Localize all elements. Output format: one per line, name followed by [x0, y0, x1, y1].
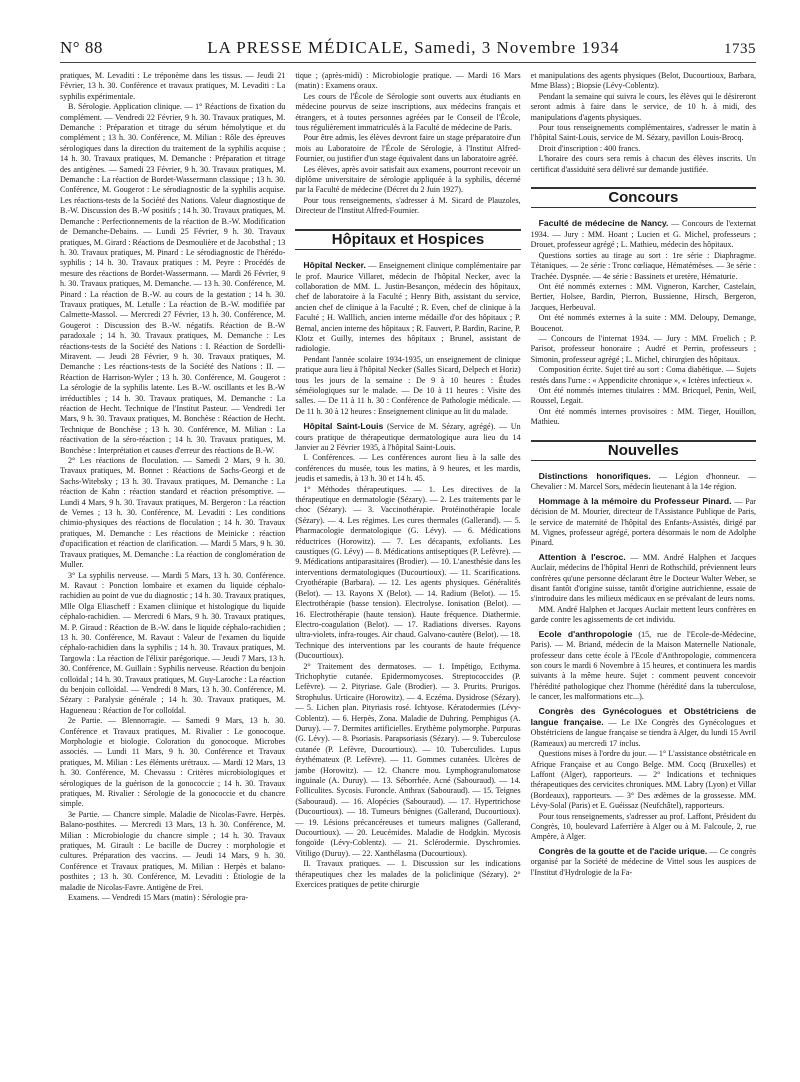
- paragraph: — Concours de l'internat 1934. — Jury : MM. Froelich ; P. Parisot, professeur honoraire ; Audré et Perrin, professeurs ; Simonin, professeur agrégé ; L. Michel, chirurgien des hôpitaux.: [530, 333, 756, 364]
- paragraph: — Par décision de M. Mourier, directeur de l'Assistance Publique de Paris, le service de maternité de l'hôpital des Enfants-Assistés, dirigé par M. Vignes, professeur agrégé, portera désormais le nom de Adolphe Pinard.: [530, 496, 756, 548]
- subheading-distinctions: Distinctions honorifiques.: [538, 471, 651, 481]
- paragraph: Pour tous renseignements, s'adresser à M. Sicard de Plauzoles, Directeur de l'Institut Alfred-Fournier.: [295, 195, 521, 216]
- paragraph: 2° Traitement des dermatoses. — 1. Impétigo, Ecthyma. Trichophytie cutanée. Epidermomycoses. Streptococcides (P. Lefèvre). — 2. Pityriase. Gale (Brodier). — 3. Prurits. Prurigos. Strophulus. Urticaire (Horowitz). — 4. Eczéma. Dysidrose (Sézary). — 5. Lichen plan. Pityriasis rosé. Ichtyose. Kératodermies (Lévy-Coblentz). — 6. Herpès, Zona. Maladie de Duhring. Pemphigus (A. Duruy). — 7. Dermites artificielles. Erythème polymorphe. Purpuras (G. Lévy). — 8. Psoriasis. Parapsoriasis (Sézary). — 9. Tuberculose cutanée (P. Lefèvre, Ducourtioux). — 10. Tuberculides. Lupus érythémateux (P. Lefèvre). — 11. Gommes cutanées. Ulcères de jambe (Horowitz). — 12. Chancre mou. Lymphogranulomatose inguinale (A. Duruy). — 13. Séborrhée. Acné (Sabouraud). — 14. Folliculites. Sycosis. Furoncle. Anthrax (Sabouraud). — 15. Teignes (Sabouraud). — 16. Alopécies (Sabouraud). — 17. Hypertrichose (Ducourtioux). — 18. Tumeurs bénignes (Gallerand, Ducourtioux). — 19. Lésions précancéreuses et tumeurs malignes (Gallerand, Ducourtioux). — 20. Leucémides. Maladie de Hodgkin. Mycosis fongoïde (Lévy-Coblentz). — 21. Sclérodermie. Dyschromies. Vitiligo (Duruy). — 22. Xanthélasma (Ducourtioux).: [295, 661, 521, 858]
- paragraph: Ont été nommés externes : MM. Vigneron, Karcher, Castelain, Bertier, Holsee, Bardin, Pierron, Bussienne, Hirsch, Bergeron, Jacques, Herbeuval.: [530, 281, 756, 312]
- paragraph: tique ; (après-midi) : Microbiologie pratique. — Mardi 16 Mars (matin) : Examens oraux.: [295, 71, 521, 91]
- paragraph: Pendant l'année scolaire 1934-1935, un enseignement de clinique pratique aura lieu à l'hôpital Necker (Salles Sicard, Delpech et Horiz) tous les jours de la semaine : De 9 à 10 heures : Études séméiologiques sur le malade. — De 10 à 11 heures : Visite des salles. — De 11 à 11 h. 30 : Conférence de Pathologie médicale. — De 11 h. 30 à 12 heures : Enseignement clinique au lit du malade.: [295, 354, 521, 416]
- paragraph: Pour être admis, les élèves devront faire un stage préparatoire d'un mois au Laboratoire de l'École de Sérologie, à l'Institut Alfred-Fournier, ou justifier d'un stage équivalent dans un laboratoire agréé.: [295, 133, 521, 164]
- column-3: [531, 71, 756, 904]
- paragraph: Questions mises à l'ordre du jour. — 1° L'assistance obstétricale en Afrique Française et au Congo Belge. MM. Cocq (Bruxelles) et Laffont (Alger), rapporteurs. — 2° Indications et techniques thérapeutiques des cervicites chroniques. MM. Labry (Lyon) et Villar (Bordeaux), rapporteurs. — 3° Des ædèmes de la grossesse. MM. Lévy-Solal (Paris) et E. Guéissaz (Neufchâtel), rapporteurs.: [530, 749, 756, 811]
- paragraph: II. Travaux pratiques. — 1. Discussion sur les indications thérapeutiques chez les malades de la policlinique (Sézary). 2° Exercices pratiques de petite chirurgie: [295, 859, 521, 890]
- issue-date: Samedi, 3 Novembre 1934: [414, 38, 620, 57]
- paragraph: 3e Partie. — Chancre simple. Maladie de Nicolas-Favre. Herpès. Balano-posthites. — Mercredi 13 Mars, 13 h. 30. Conférence, M. Milian : Microbiologie du chancre simple ; 14 h. 30. Travaux pratiques, M. Girault : Le bacille de Ducrey : morphologie et cultures. Préparation des vaccins. — Jeudi 14 Mars, 9 h. 30. Conférence et Travaux pratiques, M. Milian : Herpès et balano-posthites ; 13 h. 30. Conférence, M. Levaditi : Étiologie de la maladie de Nicolas-Favre. Antigène de Frei.: [60, 809, 286, 892]
- paragraph: Droit d'inscription : 400 francs.: [538, 143, 641, 153]
- paragraph: Les élèves, après avoir satisfait aux examens, pourront recevoir un diplôme universitaire de sérologie appliquée à la syphilis, décerné par la Faculté de médecine (Décret du 2 Juin 1927).: [295, 164, 521, 195]
- paragraph: — Concours de l'externat 1934. — Jury : MM. Hoant ; Lucien et G. Michel, professeurs ; Drouet, professeur agrégé ; L. Mathieu, médecin des hôpitaux.: [530, 219, 756, 250]
- subheading-necker: Hôpital Necker.: [303, 260, 366, 271]
- paragraph: Ont été nommés internes provisoires : MM. Tieger, Houillon, Mathieu.: [530, 406, 756, 427]
- paragraph: 2° Les réactions de floculation. — Samedi 2 Mars, 9 h. 30. Travaux pratiques, M. Bonnet : Réactions de Sachs-Georgi et de Sachs-Witebsky ; 13 h. 30. Travaux pratiques, M. Demanche : La réaction de Kahn : réaction standard et réaction présomptive. — Lundi 4 Mars, 9 h. 30. Travaux pratiques, M. Bergeron : La réaction de Vernes ; 13 h. 30. Conférence, M. Levaditi : Les conditions chimio-physiques des réactions de floculation ; 14 h. 30. Travaux pratiques, M. Demanche : Les réactions de Meinicke : réaction d'opacification et réaction de clarification. — Mardi 5 Mars, 9 h. 30. Travaux pratiques, M. Demanche : La réaction de conglomération de Muller.: [60, 456, 286, 570]
- paragraph: (15, rue de l'Ecole-de-Médecine, Paris). — M. Briand, médecin de la Maison Maternelle Nationale, professeur dans cette école à l'Ecole d'Anthropologie, commencera son cours le mardi 6 Novembre à 15 heures, et continuera les mardis suivants à la même heure. Sujet : comment peuvent concevoir l'hérédité pathologique chez l'homme (hérédité dans la tuberculose, le cancer, les malformations etc...).: [530, 629, 756, 702]
- subheading-saint-louis: Hôpital Saint-Louis: [303, 421, 384, 432]
- section-title-nouvelles: Nouvelles: [531, 440, 756, 461]
- subheading-congres-gynecologues: Congrès des Gynécologues et Obstétriciens de langue française.: [530, 705, 756, 727]
- paragraph: — MM. André Halphen et Jacques Auclair, médecins de l'hôpital Henri de Rothschild, préviennent leurs confrères qu'une personne déclarant être le Docteur Walter Weber, se disant fantôt d'origine suisse, tantôt d'origine autrichienne, essaie de s'introduire dans les milieux médicaux en se prévalant de leurs noms.: [530, 552, 756, 604]
- paragraph: B. Sérologie. Application clinique. — 1° Réactions de fixation du complément. — Vendredi 22 Février, 9 h. 30. Travaux pratiques, M. Demanche : Préparation et titrage du sérum hémolytique et du complément ; 13 h. 30. Conférence, M. Milian : Rôle des épreuves sérologiques dans la direction du traitement de la syphilis acquise ; 14 h. 30. Travaux pratiques, M. Demanche : Préparation et titrage des antigènes. — Samedi 23 Février, 9 h. 30. Travaux pratiques, M. Demanche : La réaction de Bordet-Wassermann classique ; 13 h. 30. Conférence, M. Gougerot : Le sérodiagnostic de la syphilis acquise. Les réactions-tests de la Société des Nations. Valeur diagnostique de B.-W. Discussion des B.-W positifs ; 14 h. 30. Travaux pratiques, M. Demanche : Perfectionnements de la réaction de B.-W. Modification de Demanche-Debains. — Lundi 25 Février, 9 h. 30. Travaux pratiques, M. Girard : Réactions de Desmoulière et de Jacobsthal ; 13 h. 30. Travaux pratiques, M. Pinard : Le sérodiagnostic de l'hérédo-syphilis ; 14 h. 30. Travaux pratiques : M. Peyre : Procédés de mesure des réactions de Bordet-Wassermann. — Mardi 26 Février, 9 h. 30. Travaux pratiques, M. Demanche. — 13 h. 30. Conférence, M. Pinard : La réaction de B.-W. au cours de la gestation ; 14 h. 30. Travaux pratiques, M. Letulle : La réaction de B.-W. modifiée par Calmette-Massol. — Mercredi 27 Février, 13 h. 30. Conférence, M. Gougerot : Discussion des B.-W. négatifs. Réaction de B.-W paradoxale ; 14 h. 30. Travaux pratiques, M. Demanche : Les réactions-tests de la Société des Nations : I. Réaction de Sordelli-Miravent. — Jeudi 28 Février, 9 h. 30. Travaux pratiques, M. Demanche : Les réactions-tests de la Société des Nations : II. — Réaction de Harrison-Wyler ; 13 h. 30. Conférence, M. Gougerot : La sérologie de la syphilis latente. Les B.-W. oscillants et les B.-W irréductibles ; 14 h. 30. Travaux pratiques, M. Demanche : La réaction de Hecht. Technique de l'Institut Pasteur. — Vendredi 1er Mars, 9 h. 30. Travaux pratiques, M. Bonchèse : Réaction de Hecht. Technique de Bonchèse ; 13 h. 30. Conférence, M. Milian : La réactivation de la séro-réaction ; 14 h. 30. Travaux pratiques, M. Bonchèse : Interprétation et causes d'erreur des réactions de B.-W.: [60, 102, 286, 455]
- paragraph: Questions sorties au tirage au sort : 1re série : Diaphragme. Tétaniques. — 2e série : Tronc cœliaque, Hématémèses. — 3e série : Trachée. Dyspnée. — 4e série : Bassinets et uretère, Hématurie.: [530, 250, 756, 281]
- column-2: [295, 71, 520, 904]
- subheading-hommage-pinard: Hommage à la mémoire du Professeur Pinard.: [538, 495, 732, 506]
- columns: [60, 71, 756, 904]
- paragraph: et manipulations des agents physiques (Belot, Ducourtioux, Barbara, Mme Blass) ; Biopsie (Lévy-Coblentz).: [530, 71, 756, 91]
- paragraph: Pour tous renseignements, s'adresser au prof. Laffont, Président du Congrès, 10, boulevard Laferrière à Alger ou à M. Falcoule, 2, rue Ampère, à Alger.: [530, 811, 756, 842]
- page-number: 1735: [723, 41, 756, 57]
- paragraph: — Légion d'honneur. — Chevalier : M. Marcel Sors, médecin lieutenant à la 14e région.: [530, 472, 756, 492]
- paragraph: Pour tous renseignements complémentaires, s'adresser le matin à l'hôpital Saint-Louis, service de M. Sézary, pavillon Louis-Brocq.: [530, 123, 756, 143]
- paragraph: Les cours de l'École de Sérologie sont ouverts aux étudiants en médecine pourvus de seize inscriptions, aux médecins français et étrangers, et à toutes personnes agréées par le Conseil de l'École, tous régulièrement immatriculés à la Faculté de médecine de Paris.: [295, 91, 521, 133]
- issue-number: N° 88: [60, 38, 103, 57]
- paragraph: pratiques, M. Levaditi : Le tréponème dans les tissus. — Jeudi 21 Février, 13 h. 30. Conférence et travaux pratiques, M. Levaditi : La syphilis expérimentale.: [60, 71, 286, 101]
- section-title-concours: Concours: [531, 187, 756, 208]
- paragraph: MM. André Halphen et Jacques Auclair mettent leurs confrères en garde contre les agissements de cet individu.: [530, 604, 756, 625]
- page-header: N° 88 LA PRESSE MÉDICALE, Samedi, 3 Novembre 1934 1735: [60, 38, 756, 63]
- paragraph: — Ce congrès organisé par la Société de médecine de Vittel sous les auspices de l'Institut d'Hydrologie de la Fa-: [530, 846, 756, 877]
- paragraph: — Le IXe Congrès des Gynécologues et Obstétriciens de langue française se tiendra à Alger, du lundi 15 Avril (Rameaux) au mercredi 17 inclus.: [530, 717, 756, 748]
- paragraph: Composition écrite. Sujet tiré au sort : Coma diabétique. — Sujets restés dans l'urne : « Appendicite chronique », « Ictères infectieux ».: [530, 365, 756, 385]
- paragraph: 1° Méthodes thérapeutiques. — 1. Les directives de la thérapeutique en dermatologie (Sézary). — 2. Les traitements par le choc (Sézary). — 3. Vaccinothérapie. Protéinothérapie locale (Sézary). — 4. Les régimes. Les cures thermales (Gallerand). — 5. Pharmacologie dermatologique (G. Lévy). — 6. Médications réductrices (Horowitz). — 7. Les décapants, exfoliants. Les caustiques (G. Lévy) — 8. Médications antiseptiques (P. Lefèvre). — 9. Médications antiparasitaires (Brodier). — 10. L'anesthésie dans les interventions dermatologiques (Ducourtioux). — 11. Scarifications. Cryothérapie (Barbara). — 12. Les agents physiques. Généralités (Belot). — 13. Rayons X (Belot). — 14. Radium (Belot). — 15. Electrothérapie (basse tension). Electrolyse. Ionisation (Belot). — 16. Electrothérapie (haute tension). Haute fréquence. Diathermie. Electro-coagulation (Belot). — 17. Radiations diverses. Rayons ultra-violets, infra-rouges. Air chaud. Galvano-cautère (Belot). — 18. Technique des interventions par les courants de haute fréquence (Ducourtioux).: [295, 484, 521, 661]
- paragraph: 2e Partie. — Blennorragie. — Samedi 9 Mars, 13 h. 30. Conférence et Travaux pratiques, M. Rivalier : Le gonocoque. Morphologie et biologie. Coloration du gonocoque. Microbes associés. — Lundi 11 Mars, 9 h. 30. Conférence et Travaux pratiques, M. Milian : Les éléments urétraux. — Mardi 12 Mars, 13 h. 30. Conférence, M. Chevassu : Critères microbiologiques et sérologiques de la guérison de la gonococcie ; 14 h. 30. Travaux pratiques, M. Rivalier : Sérologie de la gonococcie et du chancre simple.: [60, 716, 286, 809]
- paragraph: Examens. — Vendredi 15 Mars (matin) : Sérologie pra-: [68, 893, 248, 903]
- journal-title: LA PRESSE MÉDICALE: [207, 38, 404, 57]
- paragraph: — Enseignement clinique complémentaire par le prof. Maurice Villaret, médecin de l'hôpital Necker, avec la collaboration de MM. L. Justin-Besançon, médecin des hôpitaux, chef de laboratoire à la Faculté ; Henry Bith, assistant du service, ancien chef de clinique à la Faculté ; R. Even, chef de clinique à la Faculté ; H. Walllich, ancien interne médaille d'or des hôpitaux ; P. Bernal, ancien interne des hôpitaux ; R. Fauvert, P. Bardin, Racine, P. Klotz et Guilly, internes des hôpitaux ; Brunel, assistant de radiologie.: [295, 261, 521, 354]
- paragraph: (Service de M. Sézary, agrégé). — Un cours pratique de thérapeutique dermatologique aura lieu du 14 Janvier au 2 Février 1935, à l'hôpital Saint-Louis.: [295, 422, 521, 452]
- subheading-congres-goutte: Congrès de la goutte et de l'acide urique.: [538, 845, 708, 856]
- subheading-nancy: Faculté de médecine de Nancy.: [538, 218, 669, 229]
- column-1: [60, 71, 285, 904]
- paragraph: Ont été nommés externes à la suite : MM. Deloupy, Demange, Boucenot.: [530, 313, 756, 333]
- paragraph: L'horaire des cours sera remis à chacun des élèves inscrits. Un certificat d'assiduité sera délivré sur demande justifiée.: [530, 154, 756, 174]
- subheading-escroc: Attention à l'escroc.: [538, 551, 626, 562]
- section-title-hopitaux: Hôpitaux et Hospices: [295, 229, 520, 250]
- paragraph: Ont été nommés internes titulaires : MM. Bricquel, Penin, Weil, Roussel, Legait.: [530, 385, 756, 406]
- paragraph: Pendant la semaine qui suivra le cours, les élèves qui le désireront seront admis à faire dans le service, de 10 h. à midi, des manipulations d'agents physiques.: [530, 91, 756, 122]
- paragraph: I. Conférences. — Les conférences auront lieu à la salle des conférences du musée, tous les matins, à 9 heures, et les mardis, jeudis et samedis, à 13 h. 30 et 14 h. 45.: [295, 453, 521, 484]
- paragraph: 3° La syphilis nerveuse. — Mardi 5 Mars, 13 h. 30. Conférence. M. Ravaut : Ponction lombaire et examen du liquide céphalo-rachidien au point de vue du diagnostic ; 14 h. 30. Travaux pratiques, Mlle Olga Eliascheff : Examen cliinique et histologique du liquide céphalo-rachidien. — Mercredi 6 Mars, 9 h. 30. Travaux pratiques, M. P. Giraud : Réaction de B.-W. dans le liquide céphalo-rachidien ; 13 h. 30. Conférence, M. Ravaut : Valeur de l'examen du liquide céphalo-rachidien dans la syphilis ; 14 h. 30. Travaux pratiques, M. Targowla : La réaction de l'élixir parégorique. — Jeudi 7 Mars, 13 h. 30. Conférence, M. Guillain : Syphilis nerveuse. Réaction du benjoin colloïdal ; 14 h. 30. Travaux pratiques, M. Guy-Laroche : La réaction du benjoin colloïdal. — Vendredi 8 Mars, 13 h. 30. Conférence, M. Sézary : Paralysie générale ; 14 h. 30. Travaux pratiques, M. Hagueneau : Réaction de l'or colloïdal.: [60, 570, 286, 715]
- subheading-anthropologie: Ecole d'anthropologie: [538, 628, 633, 639]
